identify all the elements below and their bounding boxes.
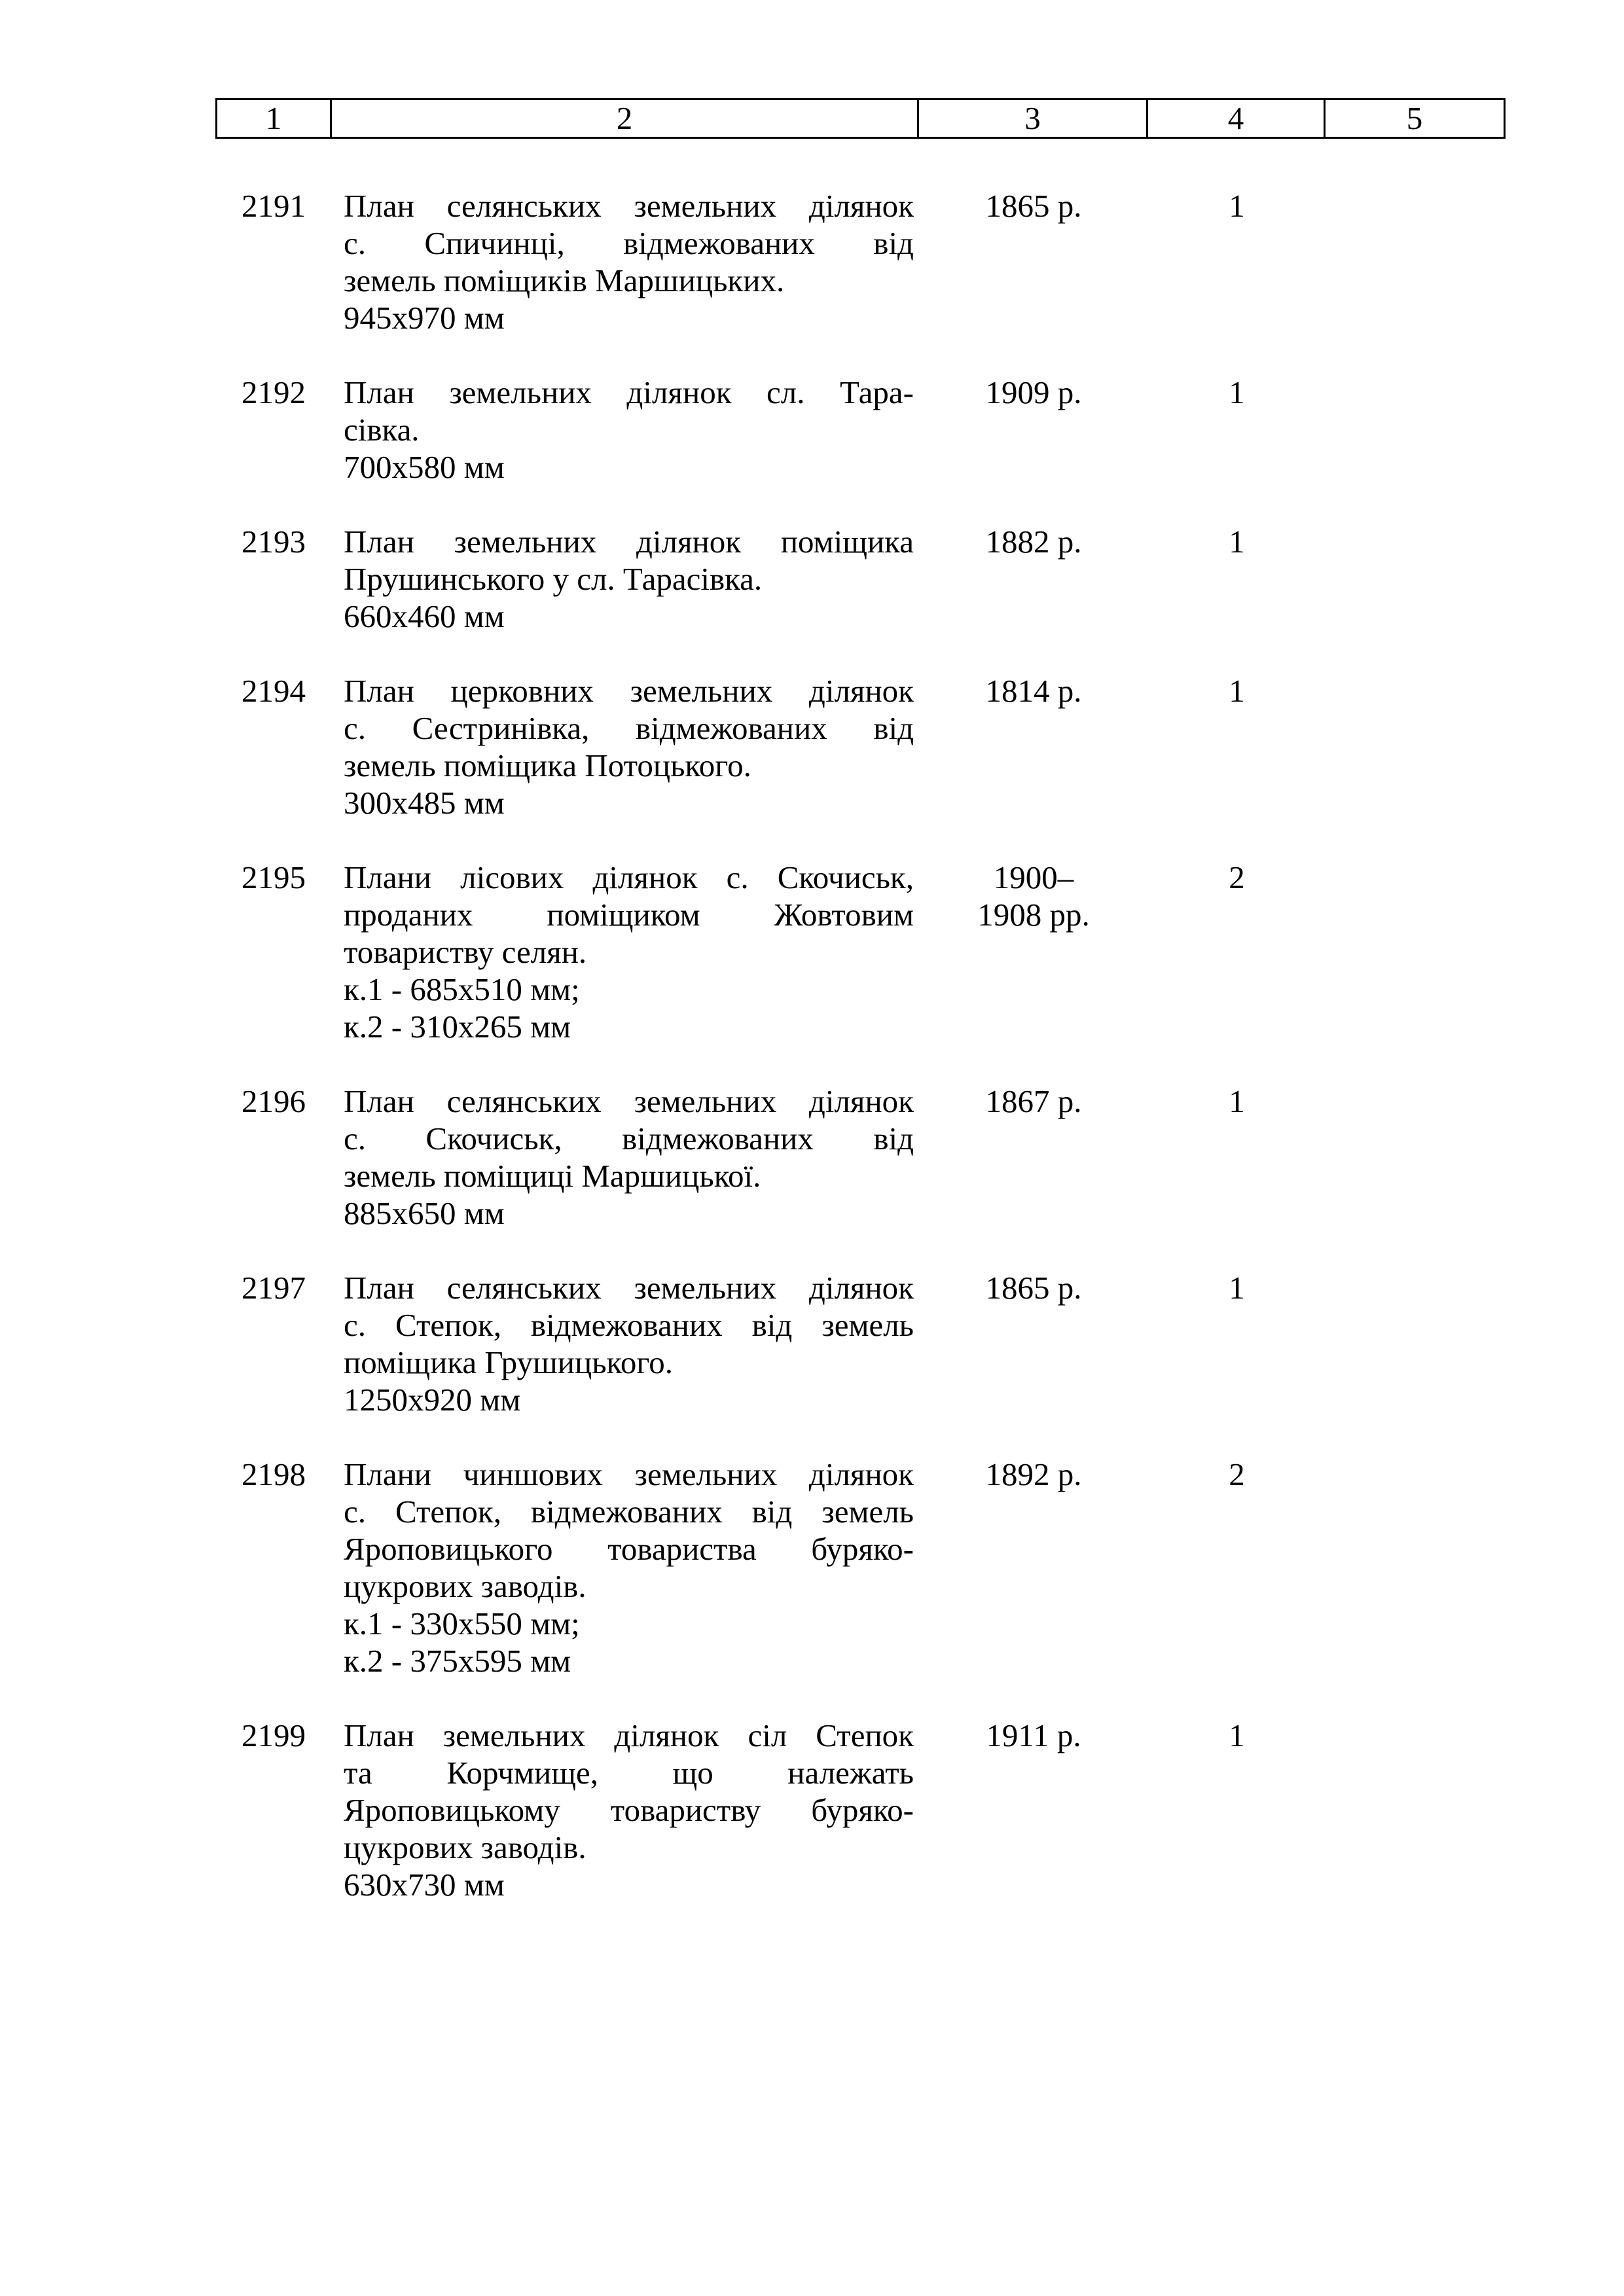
row-empty-cell	[1326, 859, 1624, 1045]
row-date	[919, 672, 1148, 821]
dimensions-line: 885х650 мм	[344, 1195, 505, 1231]
table-row	[215, 1269, 1624, 1418]
row-empty-cell	[1326, 672, 1624, 821]
description-line: Прушинського у сл. Тарасівка.	[344, 561, 763, 597]
row-date	[919, 523, 1148, 635]
row-date	[919, 374, 1148, 486]
description-line: земель поміщиці Маршицької.	[344, 1158, 761, 1194]
row-empty-cell	[1326, 1083, 1624, 1232]
description-line: План селянських земельних ділянок	[344, 1083, 914, 1119]
date-line: 1882 р.	[985, 524, 1082, 560]
description-line: Яроповицькому товариству буряко-	[344, 1792, 914, 1828]
dimensions-line: к.2 - 310х265 мм	[344, 1009, 571, 1045]
description-line: земель поміщиків Маршицьких.	[344, 262, 785, 298]
row-empty-cell	[1326, 523, 1624, 635]
row-number: 2195	[242, 859, 306, 895]
dimensions-line: 700х580 мм	[344, 449, 505, 485]
row-number: 2193	[242, 524, 306, 560]
row-count: 1	[1229, 188, 1245, 224]
description-line: План земельних ділянок сіл Степок	[344, 1717, 914, 1753]
row-empty-cell	[1326, 1717, 1624, 1903]
date-line: 1814 р.	[985, 673, 1082, 709]
date-line: 1909 р.	[985, 374, 1082, 410]
row-count: 1	[1229, 374, 1245, 410]
date-line: 1892 р.	[985, 1456, 1082, 1492]
row-count: 1	[1229, 673, 1245, 709]
row-count: 2	[1229, 1456, 1245, 1492]
row-date	[919, 859, 1148, 1045]
row-number: 2196	[242, 1083, 306, 1119]
description-line: План земельних ділянок поміщика	[344, 524, 914, 560]
table-row	[215, 672, 1624, 821]
row-empty-cell	[1326, 1456, 1624, 1679]
row-number: 2191	[242, 188, 306, 224]
row-empty-cell	[1326, 1269, 1624, 1418]
date-line: 1911 р.	[986, 1717, 1081, 1753]
row-count: 1	[1229, 1717, 1245, 1753]
table-body	[215, 187, 1624, 1903]
row-date	[919, 1717, 1148, 1903]
date-line: 1865 р.	[985, 188, 1082, 224]
description-line: та Корчмище, що належать	[344, 1755, 914, 1791]
row-number: 2199	[242, 1717, 306, 1753]
description-line: товариству селян.	[344, 934, 587, 970]
row-number: 2197	[242, 1270, 306, 1306]
description-line: поміщика Грушицького.	[344, 1344, 673, 1380]
header-col-4: 4	[1148, 100, 1326, 137]
description-line: цукрових заводів.	[344, 1568, 586, 1604]
row-date	[919, 187, 1148, 336]
row-number: 2192	[242, 374, 306, 410]
table-row	[215, 1717, 1624, 1903]
row-description	[332, 187, 919, 336]
row-description	[332, 1083, 919, 1232]
row-count: 2	[1229, 859, 1245, 895]
row-count: 1	[1229, 1083, 1245, 1119]
date-line: 1867 р.	[985, 1083, 1082, 1119]
description-line: цукрових заводів.	[344, 1829, 586, 1865]
row-description	[332, 1269, 919, 1418]
dimensions-line: к.2 - 375х595 мм	[344, 1643, 571, 1679]
description-line: План селянських земельних ділянок	[344, 188, 914, 224]
header-col-2: 2	[332, 100, 919, 137]
dimensions-line: 660х460 мм	[344, 598, 505, 634]
description-line: Плани лісових ділянок с. Скочиськ,	[344, 859, 914, 895]
description-line: План селянських земельних ділянок	[344, 1270, 914, 1306]
dimensions-line: 1250х920 мм	[344, 1382, 521, 1418]
row-date	[919, 1456, 1148, 1679]
dimensions-line: 630х730 мм	[344, 1867, 505, 1903]
row-description	[332, 374, 919, 486]
description-line: Яроповицького товариства буряко-	[344, 1531, 914, 1567]
description-line: Плани чиншових земельних ділянок	[344, 1456, 914, 1492]
date-line: 1900–	[993, 859, 1074, 895]
description-line: сівка.	[344, 412, 420, 448]
row-description	[332, 1456, 919, 1679]
dimensions-line: к.1 - 330х550 мм;	[344, 1605, 580, 1641]
row-date	[919, 1269, 1148, 1418]
row-description	[332, 1717, 919, 1903]
table-row	[215, 1083, 1624, 1232]
description-line: проданих поміщиком Жовтовим	[344, 897, 914, 933]
dimensions-line: 945х970 мм	[344, 300, 505, 336]
table-row	[215, 1456, 1624, 1679]
dimensions-line: 300х485 мм	[344, 785, 505, 821]
table-header	[215, 98, 1506, 139]
row-description	[332, 859, 919, 1045]
table-row	[215, 523, 1624, 635]
description-line: План земельних ділянок сл. Тара-	[344, 374, 914, 410]
row-count: 1	[1229, 1270, 1245, 1306]
row-number: 2198	[242, 1456, 306, 1492]
row-empty-cell	[1326, 187, 1624, 336]
header-col-3: 3	[919, 100, 1148, 137]
row-number: 2194	[242, 673, 306, 709]
date-line: 1908 рр.	[977, 897, 1090, 933]
date-line: 1865 р.	[985, 1270, 1082, 1306]
table-row	[215, 859, 1624, 1045]
table-row	[215, 374, 1624, 486]
table-row	[215, 187, 1624, 336]
description-line: земель поміщика Потоцького.	[344, 747, 751, 783]
header-col-5: 5	[1406, 100, 1423, 136]
description-line: с. Сестринівка, відмежованих від	[344, 710, 914, 746]
description-line: План церковних земельних ділянок	[344, 673, 914, 709]
row-description	[332, 523, 919, 635]
row-count: 1	[1229, 524, 1245, 560]
header-col-1: 1	[217, 100, 332, 137]
description-line: с. Степок, відмежованих від земель	[344, 1494, 914, 1530]
description-line: с. Степок, відмежованих від земель	[344, 1307, 914, 1343]
row-description	[332, 672, 919, 821]
dimensions-line: к.1 - 685х510 мм;	[344, 971, 580, 1007]
description-line: с. Спичинці, відмежованих від	[344, 225, 914, 261]
description-line: с. Скочиськ, відмежованих від	[344, 1121, 914, 1157]
row-empty-cell	[1326, 374, 1624, 486]
row-date	[919, 1083, 1148, 1232]
